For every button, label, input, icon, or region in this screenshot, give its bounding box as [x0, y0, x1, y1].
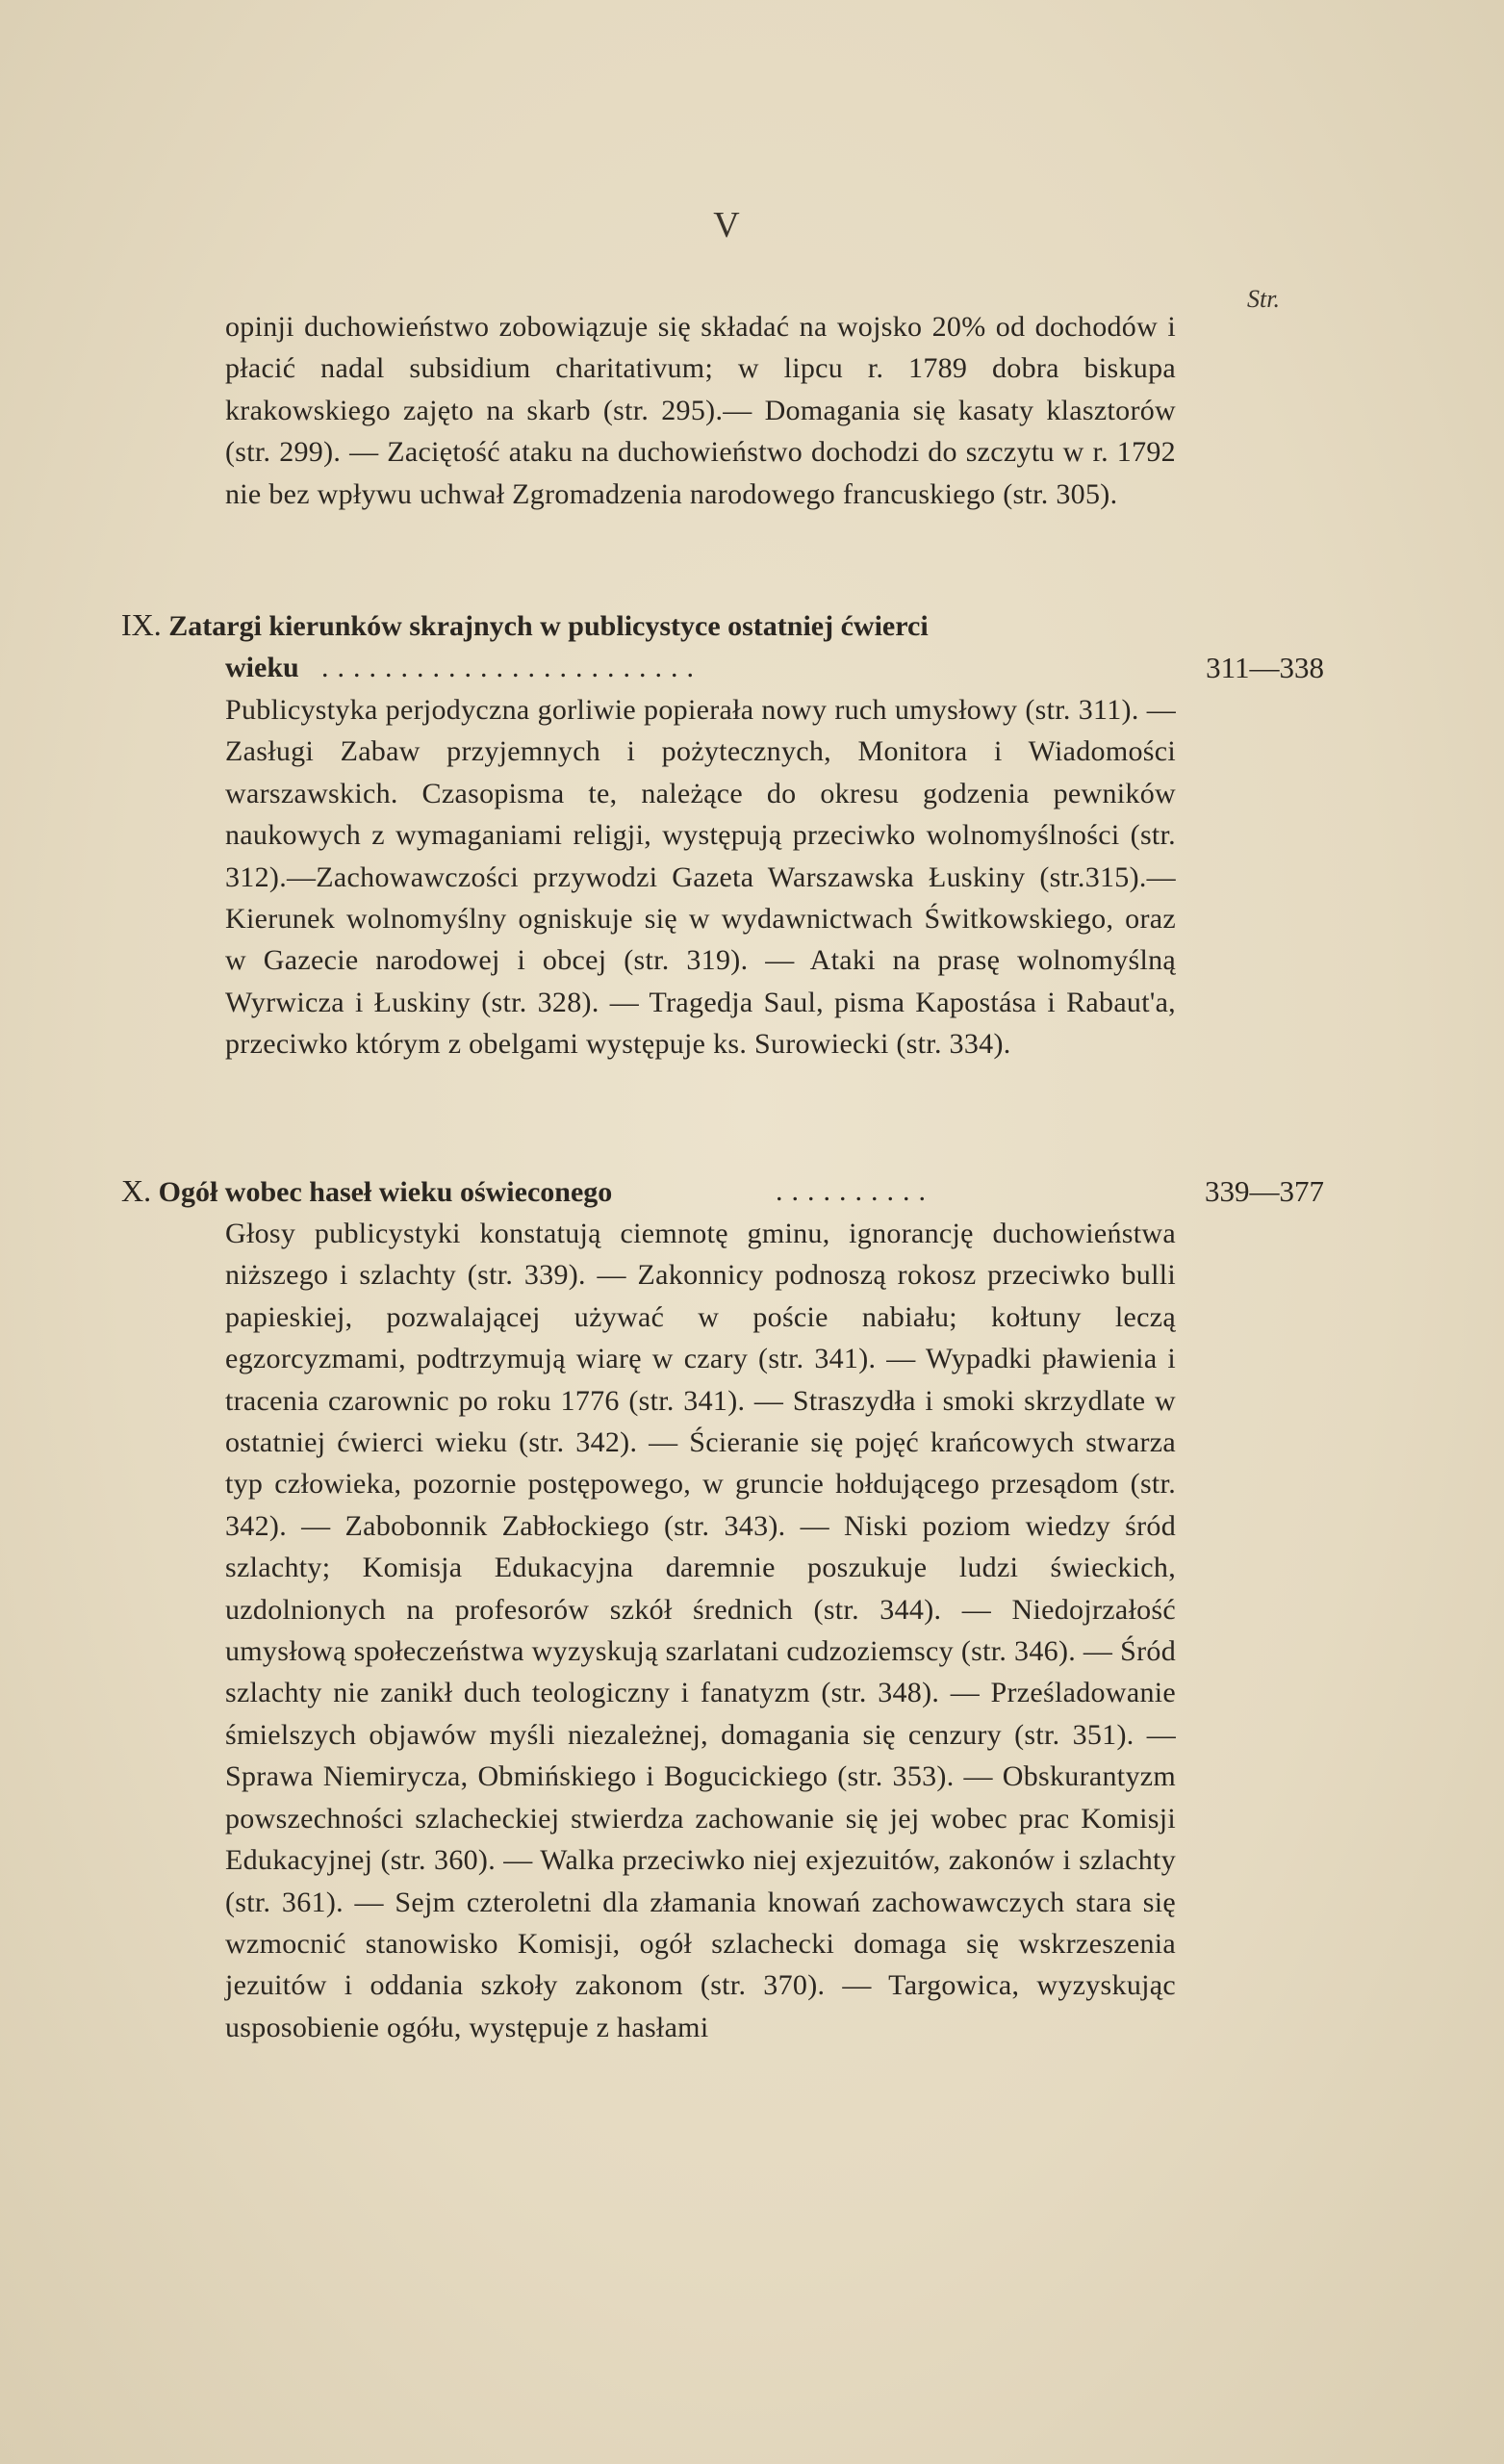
section-ix-heading — [121, 604, 1324, 647]
section-x-number: X. — [121, 1173, 152, 1208]
section-x-heading — [121, 1170, 1324, 1213]
section-x-pages: 339—377 — [1205, 1174, 1324, 1208]
section-ix-body: Publicystyka perjodyczna gorliwie popierała nowy ruch umysłowy (str. 311). — Zasługi Zabaw przyjemnych i pożytecznych, Monitora i Wiadomości warszawskich. Czasopisma te, należące do okresu godzenia pewników naukowych z wymaganiami religji, występują przeciwko wolnomyślności (str. 312).—Zachowawczości przywodzi Gazeta Warszawska Łuskiny (str.315).— Kierunek wolnomyślny ogniskuje się w wydawnictwach Świtkowskiego, oraz w Gazecie narodowej i obcej (str. 319). — Ataki na prasę wolnomyślną Wyrwicza i Łuskiny (str. 328). — Tragedja Saul, pisma Kapostása i Rabaut'a, przeciwko którym z obelgami występuje ks. Surowiecki (str. 334). — [225, 694, 1176, 1061]
section-ix-leader-dots: ........................ — [321, 652, 702, 683]
section-ix-title-end — [225, 647, 1324, 688]
intro-paragraph: opinji duchowieństwo zobowiązuje się składać na wojsko 20% od dochodów i płacić nadal subsidium charitativum; w lipcu r. 1789 dobra biskupa krakowskiego zajęto na skarb (str. 295).— Domagania się kasaty klasztorów (str. 299). — Zaciętość ataku na duchowieństwo dochodzi do szczytu w r. 1792 nie bez wpływu uchwał Zgromadzenia narodowego francuskiego (str. 305). — [225, 311, 1176, 510]
section-x-leader-dots: .......... — [776, 1175, 934, 1207]
page-number: V — [713, 205, 740, 245]
section-ix-number: IX. — [121, 607, 162, 642]
section-ix-title-line2: wieku — [225, 652, 299, 683]
section-ix-pages: 311—338 — [1206, 651, 1324, 684]
section-x-body: Głosy publicystyki konstatują ciemnotę gminu, ignorancję duchowieństwa niższego i szlachty (str. 339). — Zakonnicy podnoszą rokosz przeciwko bulli papieskiej, pozwalającej używać w poście nabiału; kołtuny leczą egzorcyzmami, podtrzymują wiarę w czary (str. 341). — Wypadki pławienia i tracenia czarownic po roku 1776 (str. 341). — Straszydła i smoki skrzydlate w ostatniej ćwierci wieku (str. 342). — Ścieranie się pojęć krańcowych stwarza typ człowieka, pozornie postępowego, w gruncie hołdującego przesądom (str. 342). — Zabobonnik Zabłockiego (str. 343). — Niski poziom wiedzy śród szlachty; Komisja Edukacyjna daremnie poszukuje ludzi świeckich, uzdolnionych na profesorów szkół średnich (str. 344). — Niedojrzałość umysłową społeczeństwa wyzyskują szarlatani cudzoziemscy (str. 346). — Śród szlachty nie zanikł duch teologiczny i fanatyzm (str. 348). — Prześladowanie śmielszych objawów myśli niezależnej, domagania się cenzury (str. 351). — Sprawa Niemirycza, Obmińskiego i Bogucickiego (str. 353). — Obskurantyzm powszechności szlacheckiej stwierdza zachowanie się jej wobec prac Komisji Edukacyjnej (str. 360). — Walka przeciwko niej exjezuitów, zakonów i szlachty (str. 361). — Sejm czteroletni dla złamania knowań zachowawczych stara się wzmocnić stanowisko Komisji, ogół szlachecki domaga się wskrzeszenia jezuitów i oddania szkoły zakonom (str. 370). — Targowica, wyzyskując usposobienie ogółu, występuje z hasłami — [225, 1218, 1176, 2043]
pages-column-label: Str. — [1247, 285, 1280, 313]
section-x-title: Ogół wobec haseł wieku oświeconego — [158, 1176, 613, 1208]
section-ix-title: Zatargi kierunków skrajnych w publicystyce ostatniej ćwierci — [168, 610, 929, 642]
